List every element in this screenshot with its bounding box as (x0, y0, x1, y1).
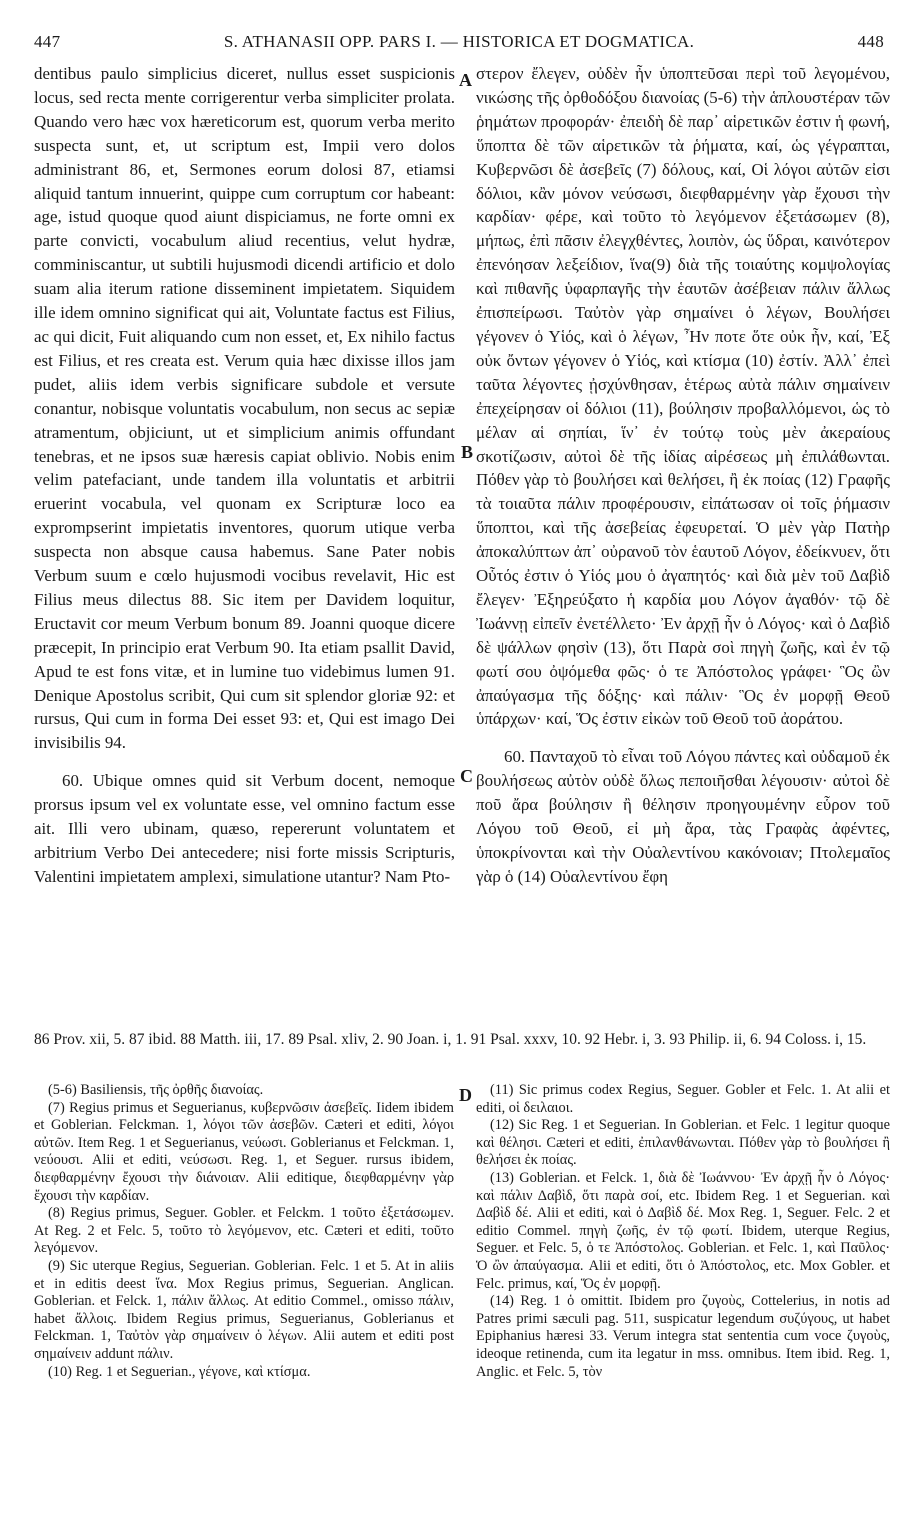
footnote: (5-6) Basiliensis, τῆς ὀρθῆς διανοίας. (48, 1082, 264, 1098)
latin-paragraph-60: 60. Ubique omnes quid sit Verbum docent, nemoque prorsus ipsum vel ex voluntate esse, vel omnino factum esse ait. Illi vero ubinam, quæso, repererunt voluntatem et arbitrium Verbo Dei antecedere; nisi forte missis Scripturis, Valentini impietatem amplexi, simulatione utantur? Nam Pto- (34, 771, 455, 886)
greek-column (476, 62, 890, 889)
footnote: (7) Regius primus et Seguerianus, κυβερνῶσιν ἀσεβεῖς. Iidem ibidem et Goblerian. Felckman. 1, λόγοι τῶν ἀσεβῶν. Cæteri et editi, λόγοι αὐτῶν. Item Reg. 1 et Seguerianus, νεύωσι. Goblerianus et Felckman. 1, νεύουσι. Alii et editi, νεύσωσι. Reg. 1, et Seguer. rursus ibidem, διεφθαρμένην ἔχουσι τὴν διάνοιαν. Alii editique, διεφθαρμένην γὰρ ἔχουσι τὴν καρδίαν. (34, 1099, 454, 1204)
footnote: (8) Regius primus, Seguer. Gobler. et Felckm. 1 τοῦτο ἐξετάσωμεν. At Reg. 2 et Felc. 5, τοῦτο τὸ λεγόμενον, etc. Cæteri et editi, τοῦτο λεγόμενον. (34, 1205, 454, 1257)
page-number-right: 448 (857, 32, 884, 51)
footnotes-right (476, 1082, 890, 1381)
footnote: (13) Goblerian. et Felck. 1, διὰ δὲ Ἰωάννου· Ἐν ἀρχῇ ἦν ὁ Λόγος· καὶ πάλιν Δαβὶδ, ὅτι παρὰ σοί, etc. Ibidem Reg. 1 et Seguerian. καὶ Δαβὶδ δέ. Alii et editi, καὶ ὁ Δαβὶδ δέ. Mox Reg. 1, Seguer. Felc. 2 et editio Commel. πηγὴ ζωῆς, ἐν τῷ φωτί. Ibidem, uterque Regius, Seguer. et Felc. 5, ὁ τε Ἀπόστολος. Goblerian. et Felc. 1, καὶ Παῦλος· Ὁ ὢν ἀπαύγασμα. Alii et editi, ὅτι ὁ Ἀπόστολος, etc. Mox Gobler. et Felc. primus, καί, Ὅς ἐν μορφῇ. (476, 1169, 890, 1292)
footnotes-left (34, 1082, 454, 1381)
greek-paragraph: στερον ἔλεγεν, οὐδὲν ἦν ὑποπτεῦσαι περὶ τοῦ λεγομένου, νικώσης τῆς ὀρθοδόξου διανοίας (5-6) τὴν ἁπλουστέραν τῶν ῥημάτων προφοράν· ἐπειδὴ δὲ παρ᾽ αἱρετικῶν ἐστιν ἡ φωνή, ὕποπτα δὲ τῶν αἱρετικῶν τὰ ῥήματα, καί, ὡς γέγραπται, Κυβερνῶσι δὲ ἀσεβεῖς (7) δόλους, καί, Οἱ λόγοι αὐτῶν εἰσι δόλιοι, κἂν μόνον νεύσωσι, διεφθαρμένην γὰρ ἔχουσι τὴν καρδίαν· φέρε, καὶ τοῦτο τὸ λεγόμενον ἐξετάσωμεν (8), μήπως, ἐπὶ πᾶσιν ἐλεγχθέντες, λοιπὸν, ὡς ὕδραι, καινότερον ἐπενόησαν λεξείδιον, ἵνα(9) διὰ τῆς τοιαύτης κομψολογίας καὶ πιθανῆς ὑφαρπαγῆς τὴν ἑαυτῶν ἀσέβειαν πάλιν ἄλλως ἐπισπείρωσι. Ταὐτὸν γὰρ σημαίνει ὁ λέγων, Βουλήσει γέγονεν ὁ Υἱός, καὶ ὁ λέγων, Ἦν ποτε ὅτε οὐκ ἦν, καί, Ἐξ οὐκ ὄντων γέγονεν ὁ Υἱός, καὶ κτίσμα (10) ἐστίν. Ἀλλ᾽ ἐπεὶ ταῦτα λέγοντες ᾐσχύνθησαν, ἑτέρως αὐτὰ πάλιν σημαίνειν ἐπεχείρησαν οἱ δόλιοι (11), βούλησιν προβαλλόμενοι, ὡς τὸ μέλαν αἱ σηπίαι, ἵν᾽ ἐν τούτῳ τοὺς μὲν ἀκεραίους σκοτίζωσιν, αὐτοὶ δὲ τῆς ἰδίας αἱρέσεως μὴ ἐπιλάθωνται. Πόθεν γὰρ τὸ βουλήσει καὶ θελήσει, ἢ ἐκ ποίας (12) Γραφῆς τὰ τοιαῦτα πάλιν προφέρουσιν, εἰπάτωσαν οἱ τοῖς ῥήμασιν ὕποπτοι, καὶ τῆς ἀσεβείας ἐφευρεταί. Ὁ μὲν γὰρ Πατὴρ ἀποκαλύπτων ἀπ᾽ οὐρανοῦ τὸν ἑαυτοῦ Λόγον, ἐδείκνυεν, ὅτι Οὗτός ἐστιν ὁ Υἱός μου ὁ ἀγαπητός· καὶ διὰ μὲν τοῦ Δαβὶδ ἔλεγεν· Ἐξηρεύξατο ἡ καρδία μου Λόγον ἀγαθόν· τῷ δὲ Ἰωάννῃ εἰπεῖν ἐνετέλλετο· Ἐν ἀρχῇ ἦν ὁ Λόγος· καὶ ὁ Δαβὶδ δὲ ψάλλων φησὶν (13), ὅτι Παρὰ σοὶ πηγὴ ζωῆς, καὶ ἐν τῷ φωτί σου ὀψόμεθα φῶς· ὁ τε Ἀπόστολος γράφει· Ὃς ὢν ἀπαύγασμα τῆς δόξης· καὶ πάλιν· Ὃς ἐν μορφῇ Θεοῦ ὑπάρχων· καί, Ὅς ἐστιν εἰκὼν τοῦ Θεοῦ τοῦ ἀοράτου. (476, 64, 890, 729)
footnote: (10) Reg. 1 et Seguerian., γέγονε, καὶ κτίσμα. (48, 1363, 311, 1380)
latin-paragraph: dentibus paulo simplicius diceret, nullus esset suspicionis locus, sed recta mente corrigerentur verba simpliciter prolata. Quando vero hæc vox hæreticorum est, quorum verba merito suspecta sunt, et, ut scriptum est, Impii vero dolos administrant 86, et, Sermones eorum dolosi 87, etiamsi aliquid tantum innuerint, quippe cum corruptum cor habeant: age, istud quoque quod aiunt dispiciamus, ne forte omni ex parte convicti, vocabulum aliud recentius, velut hydræ, comminiscantur, ut subtili hujusmodi dicendi artificio et dolo suam alia iterum ratione disseminent impietatem. Siquidem ille idem omnino significat qui ait, Voluntate factus est Filius, ac qui dicit, Fuit aliquando cum non esset, et, Ex nihilo factus est Filius, et res creata est. Verum quia hæc dixisse illos jam pudet, aliis idem verbis significare subdole et versute conantur, nobisque voluntatis vocabulum, non secus ac sepiæ atramentum, objiciunt, ut et simplicium animis offundant tenebras, et ne ipsos suæ hæresis capiat oblivio. Nobis enim velim patefaciant, unde tandem illa voluntatis et arbitrii eruerint vocabula, vel quonam ex Scripturæ loco ea exprompserint impietatis inventores, quorum utique verba suspecta non absque causa habemus. Sane Pater nobis Verbum suum e cœlo hujusmodi vocibus revelavit, Hic est Filius meus dilectus 88. Sic item per Davidem loquitur, Eructavit cor meum Verbum bonum 89. Joanni quoque dicere præcepit, In principio erat Verbum 90. Ita etiam psallit David, Apud te est fons vitæ, et in lumine tuo videbimus lumen 91. Denique Apostolus scribit, Qui cum sit splendor gloriæ 92: et rursus, Qui cum in forma Dei esset 93: et, Qui est imago Dei invisibilis 94. (34, 64, 455, 753)
footnote: (14) Reg. 1 ὁ omittit. Ibidem pro ζυγοὺς, Cottelerius, in notis ad Patres primi sæculi pag. 511, suspicatur legendum συζύγους, ut habet Epiphanius hæresi 33. Verum integra stat sententia cum voce ζυγοὺς, ideoque retinenda, cum ita legatur in mss. omnibus. Item ibid. Reg. 1, Anglic. et Felc. 5, τὸν (476, 1293, 890, 1380)
greek-paragraph-60: 60. Πανταχοῦ τὸ εἶναι τοῦ Λόγου πάντες καὶ οὐδαμοῦ ἐκ βουλήσεως αὐτὸν οὐδὲ ὅλως πεποιῆσθαι λέγουσιν· αὐτοὶ δὲ ποῦ ἄρα βούλησιν ἢ θέλησιν προηγουμένην εὗρον τοῦ Λόγου τοῦ Θεοῦ, εἰ μὴ ἄρα, τὰς Γραφὰς ἀφέντες, ὑποκρίνονται καὶ τὴν Οὐαλεντίνου κακόνοιαν; Πτολεμαῖος γὰρ ὁ (14) Οὐαλεντίνου ἔφη (476, 747, 890, 886)
section-marker-b: B (461, 442, 474, 462)
section-marker-c: C (460, 766, 473, 786)
latin-column (34, 62, 455, 889)
footnote: (9) Sic uterque Regius, Seguerian. Goblerian. Felc. 1 et 5. At in aliis et in editis deest ἵνα. Mox Regius primus, Seguerian. Anglican. Goblerian. et Felck. 1, πάλιν ἄλλως. At editio Commel., omisso πάλιν, habet ἄλλοις. Ibidem Regius primus, Seguerianus, Goblerianus et Felckman. 1, Ταὐτὸν γὰρ σημαίνειν ὁ λέγων. Alii autem et editi post σημαίνειν addunt πάλιν. (34, 1257, 454, 1362)
running-title: S. ATHANASII OPP. PARS I. — HISTORICA ET DOGMATICA. (223, 32, 695, 51)
running-header (34, 30, 884, 56)
scripture-references: 86 Prov. xii, 5. 87 ibid. 88 Matth. iii, 17. 89 Psal. xliv, 2. 90 Joan. i, 1. 91 Psal. xxxv, 10. 92 Hebr. i, 3. 93 Philip. ii, 6. 94 Coloss. i, 15. (34, 1031, 867, 1048)
page-number-left: 447 (34, 32, 61, 51)
footnote: (11) Sic primus codex Regius, Seguer. Gobler et Felc. 1. At alii et editi, οἱ δειλαιοι. (476, 1082, 890, 1116)
section-marker-d: D (459, 1085, 472, 1105)
section-marker-a: A (459, 70, 472, 90)
footnote: (12) Sic Reg. 1 et Seguerian. In Goblerian. et Felc. 1 legitur quoque καὶ θέλησι. Cæteri et editi, ἐπιλανθάνωνται. Πόθεν γὰρ τὸ βουλήσει ἢ θελήσει ἐκ ποίας. (476, 1117, 890, 1169)
